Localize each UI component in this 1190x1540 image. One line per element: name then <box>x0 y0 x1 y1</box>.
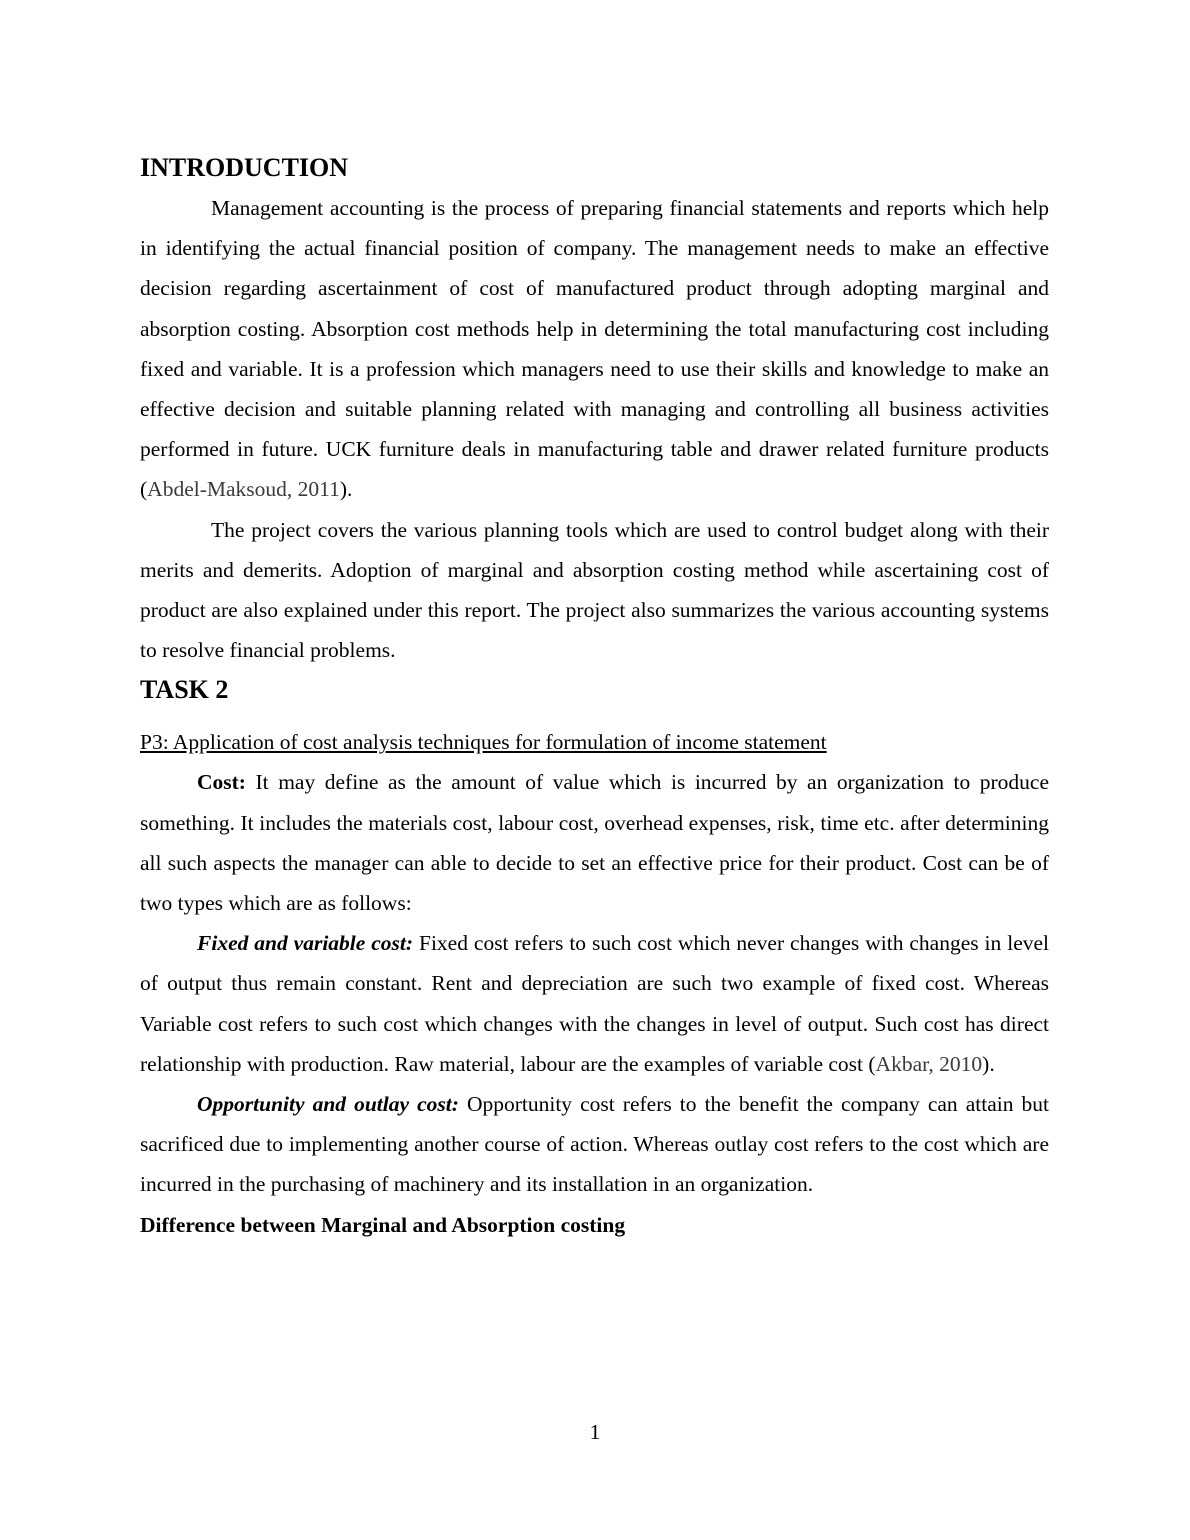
fixed-variable-cost-text: Fixed cost refers to such cost which never changes with changes in level of output thus remain constant. Rent and depreciation are such two example of fixed cost. Whereas Variable cost refers to such cost which changes with the changes in level of output. Such cost has direct relationship with production. Raw material, labour are the examples of variable cost ( <box>140 931 1049 1076</box>
fixed-variable-cost-label: Fixed and variable cost: <box>197 931 414 956</box>
cost-label: Cost: <box>197 770 246 795</box>
introduction-paragraph-1 <box>140 188 1049 510</box>
difference-heading: Difference between Marginal and Absorption costing <box>140 1212 626 1237</box>
citation-abdel-maksoud: Abdel-Maksoud, 2011 <box>147 477 340 502</box>
cost-paragraph <box>140 762 1049 923</box>
introduction-paragraph-1-text: Management accounting is the process of preparing financial statements and reports which help in identifying the actual financial position of company. The management needs to make an effective decision regarding ascertainment of cost of manufactured product through adopting marginal and absorption costing. Absorption cost methods help in determining the total manufacturing cost including fixed and variable. It is a profession which managers need to use their skills and knowledge to make an effective decision and suitable planning related with managing and controlling all business activities performed in future. UCK furniture deals in manufacturing table and drawer related furniture products ( <box>140 196 1049 502</box>
opportunity-outlay-cost-label: Opportunity and outlay cost: <box>197 1092 459 1117</box>
task-2-heading: TASK 2 <box>140 675 229 705</box>
page-content <box>140 148 1049 1245</box>
introduction-paragraph-1-end: ). <box>339 477 353 502</box>
cost-text: It may define as the amount of value which is incurred by an organization to produce something. It includes the materials cost, labour cost, overhead expenses, risk, time etc. after determining all such aspects the manager can able to decide to set an effective price for their product. Cost can be of two types which are as follows: <box>140 770 1049 916</box>
introduction-paragraph-2: The project covers the various planning tools which are used to control budget along with their merits and demerits. Adoption of marginal and absorption costing method while ascertaining cost of product are also explained under this report. The project also summarizes the various accounting systems to resolve financial problems. <box>140 517 1049 663</box>
page-number: 1 <box>589 1420 601 1444</box>
opportunity-outlay-cost-paragraph <box>140 1084 1049 1205</box>
citation-akbar: Akbar, 2010 <box>875 1051 983 1076</box>
p3-subheading: P3: Application of cost analysis techniques for formulation of income statement <box>140 730 827 755</box>
opportunity-outlay-cost-text: Opportunity cost refers to the benefit the company can attain but sacrificed due to implementing another course of action. Whereas outlay cost refers to the cost which are incurred in the purchasing of machinery and its installation in an organization. <box>140 1092 1049 1197</box>
fixed-variable-cost-paragraph <box>140 923 1049 1084</box>
fixed-variable-cost-end: ). <box>982 1051 995 1076</box>
introduction-heading: INTRODUCTION <box>140 153 349 182</box>
